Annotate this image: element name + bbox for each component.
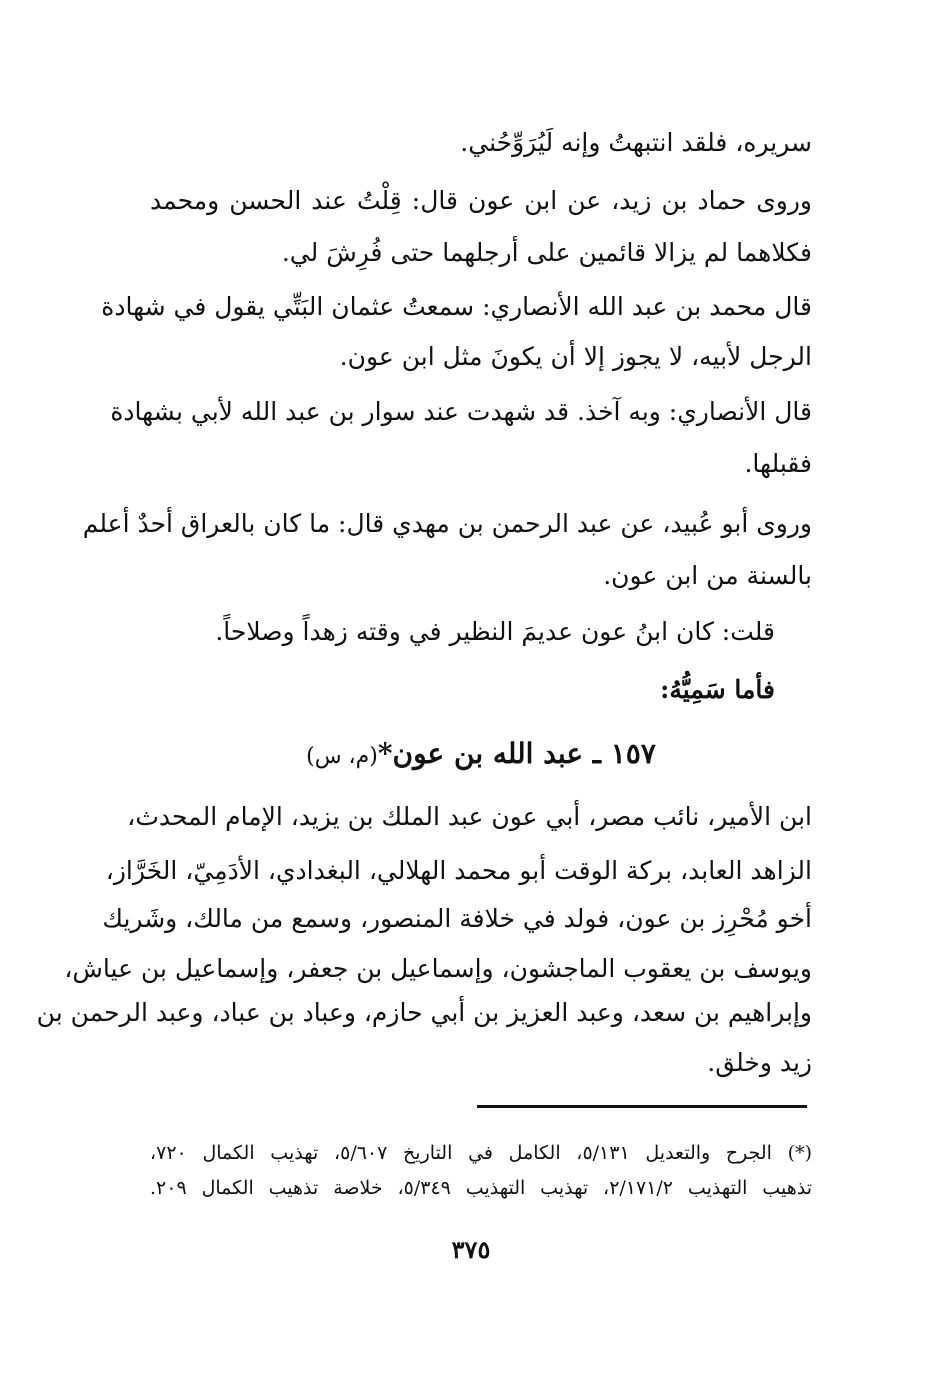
- text-line: ويوسف بن يعقوب الماجشون، وإسماعيل بن جعفر، وإسماعيل بن عياش،: [64, 954, 812, 983]
- entry-title: ١٥٧ ـ عبد الله بن عون: [392, 737, 656, 770]
- section-intro: فأما سَمِيُّهُ:: [660, 675, 775, 704]
- footnote-line: تذهيب التهذيب ٢/١٧١/٢، تهذيب التهذيب ٥/٣٤٩، خلاصة تذهيب الكمال ٢٠٩.: [150, 1177, 812, 1199]
- text-line: ابن الأمير، نائب مصر، أبي عون عبد الملك بن يزيد، الإمام المحدث،: [127, 802, 812, 831]
- text-line: قال الأنصاري: وبه آخذ. قد شهدت عند سوار بن عبد الله لأبي بشهادة: [110, 397, 812, 426]
- text-line: وإبراهيم بن سعد، وعبد العزيز بن أبي حازم، وعباد بن عباد، وعبد الرحمن بن: [36, 998, 812, 1027]
- text-line: فقبلها.: [744, 449, 812, 478]
- page-number: ٣٧٥: [451, 1235, 491, 1264]
- text-line: زيد وخلق.: [707, 1048, 812, 1077]
- text-line: سريره، فلقد انتبهتُ وإنه لَيُرَوِّحُني.: [460, 128, 812, 157]
- text-line: فكلاهما لم يزالا قائمين على أرجلهما حتى فُرِشَ لي.: [281, 238, 812, 267]
- text-line: قال محمد بن عبد الله الأنصاري: سمعتُ عثمان البَتِّي يقول في شهادة: [101, 292, 812, 321]
- entry-sources: (م، س): [306, 744, 378, 769]
- entry-heading: [150, 733, 812, 778]
- text-line: قلت: كان ابنُ عون عديمَ النظير في وقته زهداً وصلاحاً.: [215, 617, 775, 646]
- text-line: الرجل لأبيه، لا يجوز إلا أن يكونَ مثل ابن عون.: [339, 342, 812, 371]
- footnote-divider: [477, 1105, 807, 1108]
- text-line: وروى أبو عُبيد، عن عبد الرحمن بن مهدي قال: ما كان بالعراق أحدٌ أعلم: [82, 509, 812, 538]
- text-line: الزاهد العابد، بركة الوقت أبو محمد الهلالي، البغدادي، الأدَمِيّ، الخَرَّاز،: [105, 856, 812, 885]
- footnote-mark: *: [377, 737, 393, 770]
- text-line: بالسنة من ابن عون.: [603, 561, 812, 590]
- text-line: أخو مُحْرِز بن عون، فولد في خلافة المنصور، وسمع من مالك، وشَريك: [102, 904, 812, 933]
- text-line: وروى حماد بن زيد، عن ابن عون قال: قِلْتُ عند الحسن ومحمد: [150, 186, 812, 215]
- footnote-line: (*) الجرح والتعديل ٥/١٣١، الكامل في التاريخ ٥/٦٠٧، تهذيب الكمال ٧٢٠،: [150, 1142, 812, 1164]
